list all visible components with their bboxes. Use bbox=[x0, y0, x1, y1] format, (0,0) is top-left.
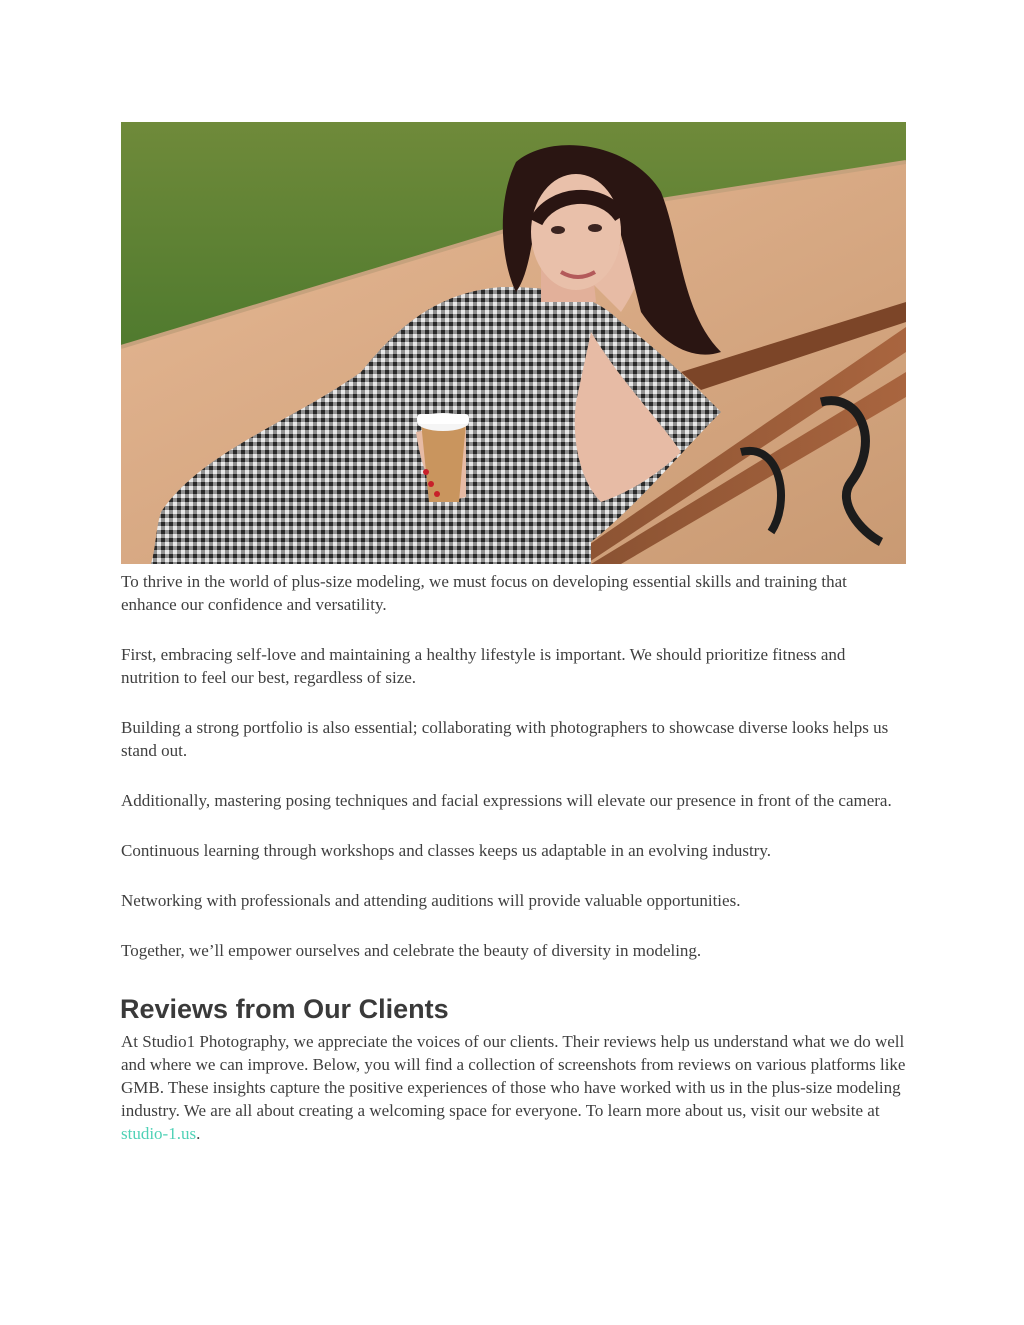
hero-photo bbox=[121, 122, 906, 564]
article-page bbox=[121, 122, 906, 1145]
reviews-trailing-period: . bbox=[196, 1124, 201, 1143]
paragraph-posing: Additionally, mastering posing techniques and facial expressions will elevate our presence in front of the camera. bbox=[121, 791, 892, 810]
paragraph-intro: To thrive in the world of plus-size modeling, we must focus on developing essential skills and training that enhance our confidence and versatility. bbox=[121, 572, 847, 614]
paragraph-networking: Networking with professionals and attending auditions will provide valuable opportunities. bbox=[121, 891, 741, 910]
woman-on-bench-photo-icon bbox=[121, 122, 906, 564]
paragraph-learning: Continuous learning through workshops and classes keeps us adaptable in an evolving industry. bbox=[121, 841, 771, 860]
reviews-intro-text: At Studio1 Photography, we appreciate the voices of our clients. Their reviews help us understand what we do well and where we can improve. Below, you will find a collection of screenshots from reviews on various platforms like GMB. These insights capture the positive experiences of those who have worked with us in the plus-size modeling industry. We are all about creating a welcoming space for everyone. To learn more about us, visit our website at bbox=[121, 1032, 906, 1120]
reviews-heading: Reviews from Our Clients bbox=[120, 994, 449, 1024]
paragraph-portfolio: Building a strong portfolio is also essential; collaborating with photographers to showcase diverse looks helps us stand out. bbox=[121, 718, 889, 760]
website-link[interactable]: studio-1.us bbox=[121, 1124, 197, 1143]
reviews-intro-paragraph bbox=[121, 1030, 906, 1145]
paragraph-self-love: First, embracing self-love and maintaining a healthy lifestyle is important. We should prioritize fitness and nutrition to feel our best, regardless of size. bbox=[121, 645, 846, 687]
paragraph-together: Together, we’ll empower ourselves and celebrate the beauty of diversity in modeling. bbox=[121, 941, 702, 960]
